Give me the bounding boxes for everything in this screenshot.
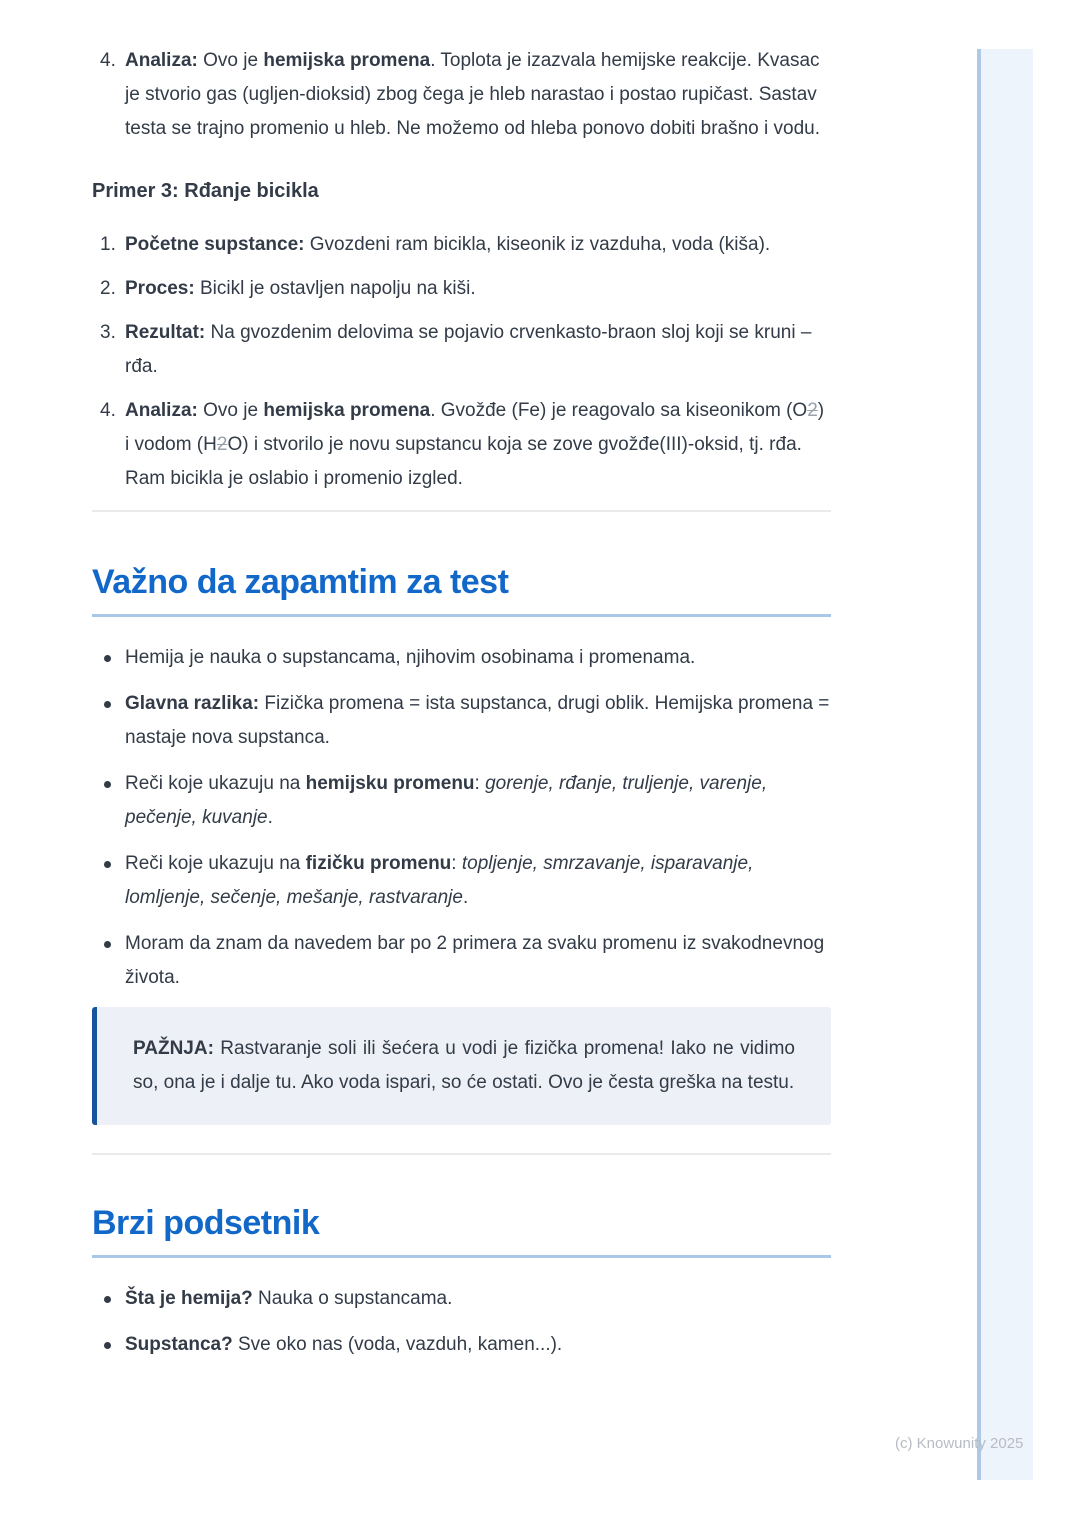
bullet-dot bbox=[92, 1282, 125, 1316]
list-item bbox=[92, 1282, 831, 1316]
list-number: 1. bbox=[100, 234, 116, 255]
document-content bbox=[92, 44, 831, 1374]
section-divider bbox=[92, 1153, 831, 1155]
list-item-text: Početne supstance: Gvozdeni ram bicikla, kiseonik iz vazduha, voda (kiša). bbox=[125, 234, 771, 255]
section-divider bbox=[92, 510, 831, 512]
list-item-text: Reči koje ukazuju na fizičku promenu: topljenje, smrzavanje, isparavanje, lomljenje, sečenje, mešanje, rastvaranje. bbox=[125, 853, 754, 908]
bullet-dot bbox=[92, 767, 125, 835]
list-item-text: Supstanca? Sve oko nas (voda, vazduh, kamen...). bbox=[125, 1334, 563, 1355]
bullet-dot bbox=[92, 1328, 125, 1362]
list-item bbox=[92, 316, 831, 384]
reminder-bullet-list bbox=[92, 1282, 831, 1362]
list-item bbox=[92, 1328, 831, 1362]
list-number: 3. bbox=[100, 322, 116, 343]
list-item bbox=[92, 847, 831, 915]
list-item-text: Reči koje ukazuju na hemijsku promenu: gorenje, rđanje, truljenje, varenje, pečenje, kuvanje. bbox=[125, 773, 768, 828]
list-item bbox=[92, 228, 831, 262]
bullet-dot bbox=[92, 641, 125, 675]
list-item-text: Analiza: Ovo je hemijska promena. Gvožđe (Fe) je reagovalo sa kiseonikom (O2) i vodom (H2O) i stvorilo je novu supstancu koja se zove gvožđe(III)-oksid, tj. rđa. Ram bicikla je oslabio i promenio izgled. bbox=[125, 400, 825, 489]
list-item-text: Hemija je nauka o supstancama, njihovim osobinama i promenama. bbox=[125, 647, 696, 668]
list-item-text: Šta je hemija? Nauka o supstancama. bbox=[125, 1288, 453, 1309]
section-title-reminder: Brzi podsetnik bbox=[92, 1201, 831, 1258]
watermark: (c) Knowunity 2025 bbox=[895, 1435, 1024, 1452]
bullet-dot bbox=[92, 927, 125, 995]
list-number: 4. bbox=[100, 50, 116, 71]
example3-title: Primer 3: Rđanje bicikla bbox=[92, 180, 319, 202]
list-item-text: Analiza: Ovo je hemijska promena. Toplota je izazvala hemijske reakcije. Kvasac je stvorio gas (ugljen-dioksid) zbog čega je hleb narastao i postao rupičast. Sastav testa se trajno promenio u hleb. Ne možemo od hleba ponovo dobiti brašno i vodu. bbox=[125, 50, 820, 139]
example3-list bbox=[92, 228, 831, 496]
test-bullet-list bbox=[92, 641, 831, 995]
bullet-dot bbox=[92, 687, 125, 755]
list-number: 4. bbox=[100, 400, 116, 421]
right-page-edge bbox=[977, 49, 1033, 1480]
attention-callout: PAŽNJA: Rastvaranje soli ili šećera u vodi je fizička promena! Iako ne vidimo so, ona je i dalje tu. Ako voda ispari, so će ostati. Ovo je česta greška na testu. bbox=[92, 1007, 831, 1125]
list-item bbox=[92, 394, 831, 496]
list-item bbox=[92, 687, 831, 755]
list-item bbox=[92, 641, 831, 675]
list-item bbox=[92, 272, 831, 306]
list-item-text: Glavna razlika: Fizička promena = ista supstanca, drugi oblik. Hemijska promena = nastaje nova supstanca. bbox=[125, 693, 830, 748]
list-number: 2. bbox=[100, 278, 116, 299]
section-title-test: Važno da zapamtim za test bbox=[92, 560, 831, 617]
example2-analysis-item bbox=[92, 44, 831, 146]
list-item bbox=[92, 767, 831, 835]
list-item-text: Rezultat: Na gvozdenim delovima se pojavio crvenkasto-braon sloj koji se kruni – rđa. bbox=[125, 322, 812, 377]
list-item-text: Proces: Bicikl je ostavljen napolju na kiši. bbox=[125, 278, 476, 299]
list-item-text: Moram da znam da navedem bar po 2 primera za svaku promenu iz svakodnevnog života. bbox=[125, 933, 825, 988]
bullet-dot bbox=[92, 847, 125, 915]
list-item bbox=[92, 927, 831, 995]
